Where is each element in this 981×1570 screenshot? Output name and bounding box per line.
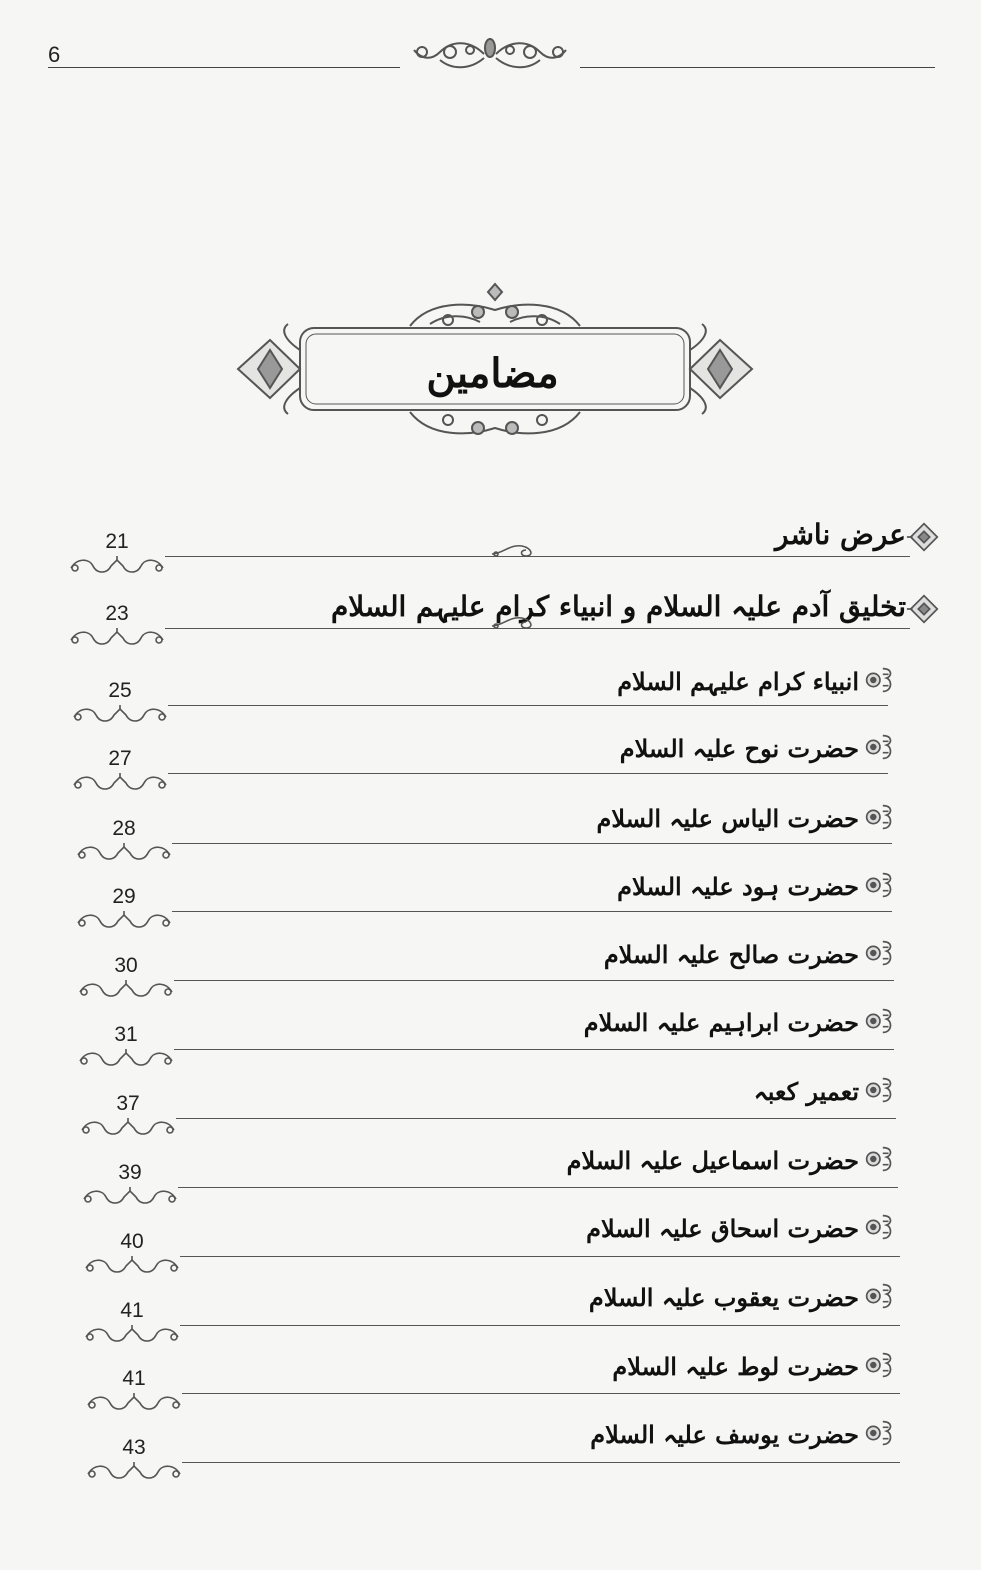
flower-bullet-icon <box>860 1208 898 1246</box>
toc-page-number: 21 <box>105 530 129 553</box>
toc-leader-line <box>172 843 892 844</box>
toc-entry-title: عرض ناشر <box>775 517 906 551</box>
toc-page-number: 41 <box>120 1299 144 1322</box>
toc-leader-line <box>182 1462 900 1463</box>
toc-leader-line <box>178 1187 898 1188</box>
toc-page-number: 43 <box>122 1436 146 1459</box>
toc-page-number: 29 <box>112 885 136 908</box>
flower-bullet-icon <box>860 661 898 699</box>
flower-bullet-icon <box>860 1414 898 1452</box>
toc-page-number: 39 <box>118 1161 142 1184</box>
page-swirl-icon <box>76 1047 176 1071</box>
toc-entry-title: حضرت ہود علیہ السلام <box>617 871 859 901</box>
page-number: 6 <box>48 42 61 67</box>
flower-bullet-icon <box>860 1140 898 1178</box>
toc-page-number: 27 <box>108 747 132 770</box>
toc-page-number: 41 <box>122 1367 146 1390</box>
toc-entry-title: تخلیق آدم علیہ السلام و انبیاء کرام علیہم السلام <box>330 589 906 623</box>
toc-leader-line <box>165 556 910 557</box>
toc-leader-line <box>168 773 888 774</box>
toc-leader-line <box>180 1256 900 1257</box>
page-swirl-icon <box>76 978 176 1002</box>
toc-page-number: 37 <box>116 1092 140 1115</box>
toc-entry-title: حضرت یوسف علیہ السلام <box>590 1419 859 1449</box>
curl-ornament-icon <box>490 614 540 630</box>
toc-leader-line <box>174 980 894 981</box>
toc-entry-title: حضرت الیاس علیہ السلام <box>596 803 859 833</box>
toc-leader-line <box>176 1118 896 1119</box>
page-swirl-icon <box>70 703 170 727</box>
page-swirl-icon <box>82 1254 182 1278</box>
contents-heading: مضامین <box>426 349 559 397</box>
flower-bullet-icon <box>860 1277 898 1315</box>
curl-ornament-icon <box>490 542 540 558</box>
page-swirl-icon <box>82 1323 182 1347</box>
flower-bullet-icon <box>860 1002 898 1040</box>
toc-entry-title: حضرت لوط علیہ السلام <box>612 1351 859 1381</box>
toc-page-number: 28 <box>112 817 136 840</box>
toc-page-number: 31 <box>114 1023 138 1046</box>
flower-bullet-icon <box>860 866 898 904</box>
flower-bullet-icon <box>860 798 898 836</box>
toc-page-number: 25 <box>108 679 132 702</box>
page-swirl-icon <box>80 1185 180 1209</box>
page-swirl-icon <box>78 1116 178 1140</box>
page-swirl-icon <box>70 771 170 795</box>
page-swirl-icon <box>74 909 174 933</box>
toc-entry-title: حضرت اسماعیل علیہ السلام <box>566 1145 859 1175</box>
toc-leader-line <box>182 1393 900 1394</box>
toc-entry-title: حضرت نوح علیہ السلام <box>619 733 859 763</box>
toc-leader-line <box>180 1325 900 1326</box>
toc-page-number: 40 <box>120 1230 144 1253</box>
toc-leader-line <box>174 1049 894 1050</box>
toc-entry-title: حضرت اسحاق علیہ السلام <box>586 1213 859 1243</box>
toc-entry-title: حضرت یعقوب علیہ السلام <box>588 1282 859 1312</box>
toc-entry-title: انبیاء کرام علیہم السلام <box>617 666 859 696</box>
toc-entry-title: حضرت ابراہیم علیہ السلام <box>583 1007 859 1037</box>
toc-page-number: 23 <box>105 602 129 625</box>
flower-bullet-icon <box>860 934 898 972</box>
page-swirl-icon <box>67 554 167 578</box>
flower-bullet-icon <box>860 1346 898 1384</box>
page-swirl-icon <box>84 1460 184 1484</box>
toc-leader-line <box>165 628 910 629</box>
toc-leader-line <box>168 705 888 706</box>
toc-page-number: 30 <box>114 954 138 977</box>
page-swirl-icon <box>67 626 167 650</box>
leaf-bullet-icon <box>905 590 943 628</box>
toc-entry-title: تعمیر کعبہ <box>753 1076 859 1106</box>
toc-leader-line <box>172 911 892 912</box>
toc-entry-title: حضرت صالح علیہ السلام <box>603 939 859 969</box>
flower-bullet-icon <box>860 1071 898 1109</box>
flower-bullet-icon <box>860 728 898 766</box>
page-swirl-icon <box>74 841 174 865</box>
page-swirl-icon <box>84 1391 184 1415</box>
leaf-bullet-icon <box>905 518 943 556</box>
